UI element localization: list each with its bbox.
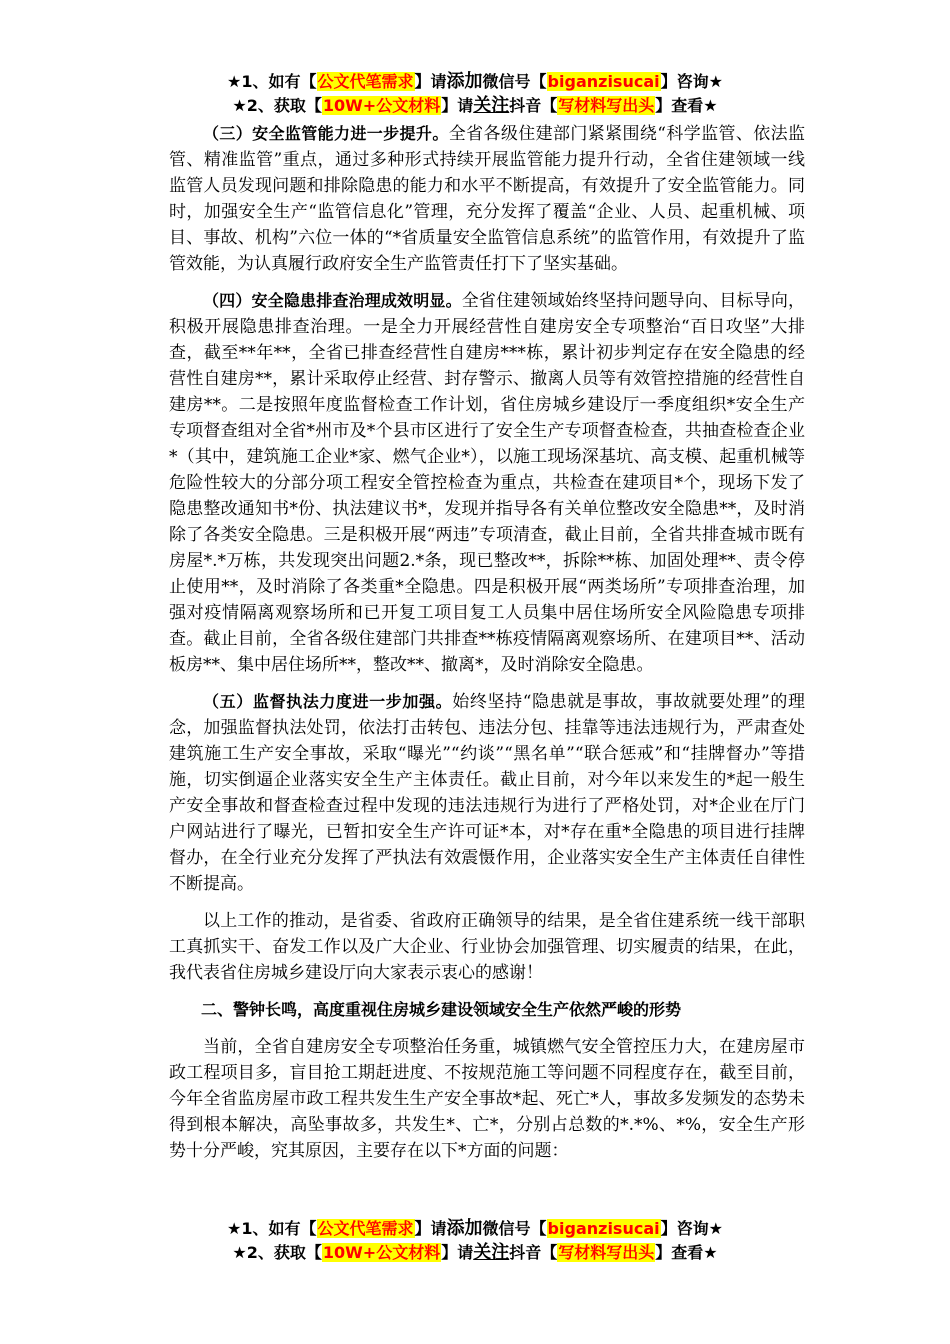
promo-banner-top bbox=[0, 70, 950, 118]
section-heading: 二、警钟长鸣，高度重视住房城乡建设领域安全生产依然严峻的形势 bbox=[201, 1000, 682, 1019]
highlight-wechat-id: biganzisucai bbox=[547, 1219, 660, 1238]
paragraph-lead: （四）安全隐患排查治理成效明显。 bbox=[203, 291, 462, 310]
paragraph-5: （五）监督执法力度进一步加强。始终坚持“隐患就是事故，事故就要处理”的理念，加强监督执法处罚，依法打击转包、违法分包、挂靠等违法违规行为，严肃查处建筑施工生产安全事故，采取“曝光”“约谈”“黑名单”“联合惩戒”和“挂牌督办”等措施，切实倒逼企业落实安全生产主体责任。截止目前，对今年以来发生的*起一般生产安全事故和督查检查过程中发现的违法违规行为进行了严格处罚，对*企业在厅门户网站进行了曝光，已暂扣安全生产许可证*本，对*存在重*全隐患的项目进行挂牌督办，在全行业充分发挥了严执法有效震慑作用，企业落实安全生产主体责任自律性不断提高。 bbox=[169, 692, 805, 894]
paragraph-4: （四）安全隐患排查治理成效明显。全省住建领域始终坚持问题导向、目标导向，积极开展隐患排查治理。一是全力开展经营性自建房安全专项整治“百日攻坚”大排查，截至**年**，全省已排查经营性自建房***栋，累计初步判定存在安全隐患的经营性自建房**，累计采取停止经营、封存警示、撤离人员等有效管控措施的经营性自建房**。二是按照年度监督检查工作计划，省住房城乡建设厅一季度组织*安全生产专项督查组对全省*州市及*个县市区进行了安全生产专项督查检查，共抽查检查企业*（其中，建筑施工企业*家、燃气企业*），以施工现场深基坑、高支模、起重机械等危险性较大的分部分项工程安全管控检查为重点，共检查在建项目*个，现场下发了隐患整改通知书*份、执法建议书*，发现并指导各有关单位整改安全隐患**，及时消除了各类安全隐患。三是积极开展“两违”专项清查，截止目前，全省共排查城市既有房屋*.*万栋，共发现突出问题2.*条，现已整改**，拆除**栋、加固处理**、责令停止使用**，及时消除了各类重*全隐患。四是积极开展“两类场所”专项排查治理，加强对疫情隔离观察场所和已开复工项目复工人员集中居住场所安全风险隐患专项排查。截止目前，全省各级住建部门共排查**栋疫情隔离观察场所、在建项目**、活动板房**、集中居住场所**，整改**、撤离*，及时消除安全隐患。 bbox=[169, 291, 805, 675]
highlight-douyin: 写材料写出头 bbox=[558, 1243, 655, 1262]
promo-line-2: ★2、获取【10W+公文材料】请关注抖音【写材料写出头】查看★ bbox=[232, 95, 718, 116]
paragraph-lead: （三）安全监管能力进一步提升。 bbox=[203, 124, 449, 143]
document-body bbox=[169, 121, 805, 1175]
highlight-wechat-id: biganzisucai bbox=[547, 72, 660, 91]
highlight-service: 公文代笔需求 bbox=[317, 72, 414, 91]
promo-line-2: ★2、获取【10W+公文材料】请关注抖音【写材料写出头】查看★ bbox=[232, 1242, 718, 1263]
highlight-materials: 10W+公文材料 bbox=[322, 1243, 441, 1262]
paragraph-thanks: 以上工作的推动，是省委、省政府正确领导的结果，是全省住建系统一线干部职工真抓实干、奋发工作以及广大企业、行业协会加强管理、切实履责的结果，在此，我代表省住房城乡建设厅向大家表示衷心的感谢！ bbox=[169, 911, 805, 983]
promo-banner-bottom bbox=[0, 1217, 950, 1265]
paragraph-3: （三）安全监管能力进一步提升。全省各级住建部门紧紧围绕“科学监管、依法监管、精准监管”重点，通过多种形式持续开展监管能力提升行动，全省住建领域一线监管人员发现问题和排除隐患的能力和水平不断提高，有效提升了安全监管能力。同时，加强安全生产“监管信息化”管理，充分发挥了覆盖“企业、人员、起重机械、项目、事故、机构”六位一体的“*省质量安全监管信息系统”的监管作用，有效提升了监管效能，为认真履行政府安全生产监管责任打下了坚实基础。 bbox=[169, 124, 805, 274]
promo-line-1: ★1、如有【公文代笔需求】请添加微信号【biganzisucai】咨询★ bbox=[227, 1218, 723, 1239]
highlight-douyin: 写材料写出头 bbox=[558, 96, 655, 115]
highlight-materials: 10W+公文材料 bbox=[322, 96, 441, 115]
paragraph-lead: （五）监督执法力度进一步加强。 bbox=[203, 692, 453, 711]
promo-line-1: ★1、如有【公文代笔需求】请添加微信号【biganzisucai】咨询★ bbox=[227, 71, 723, 92]
highlight-service: 公文代笔需求 bbox=[317, 1219, 414, 1238]
paragraph-situation: 当前，全省自建房安全专项整治任务重，城镇燃气安全管控压力大，在建房屋市政工程项目多，盲目抢工期赶进度、不按规范施工等问题不同程度存在，截至目前，今年全省监房屋市政工程共发生生产安全事故*起、死亡*人，事故多发频发的态势未得到根本解决，高坠事故多，共发生*、亡*，分别占总数的*.*%、*%，安全生产形势十分严峻，究其原因，主要存在以下*方面的问题： bbox=[169, 1037, 805, 1161]
